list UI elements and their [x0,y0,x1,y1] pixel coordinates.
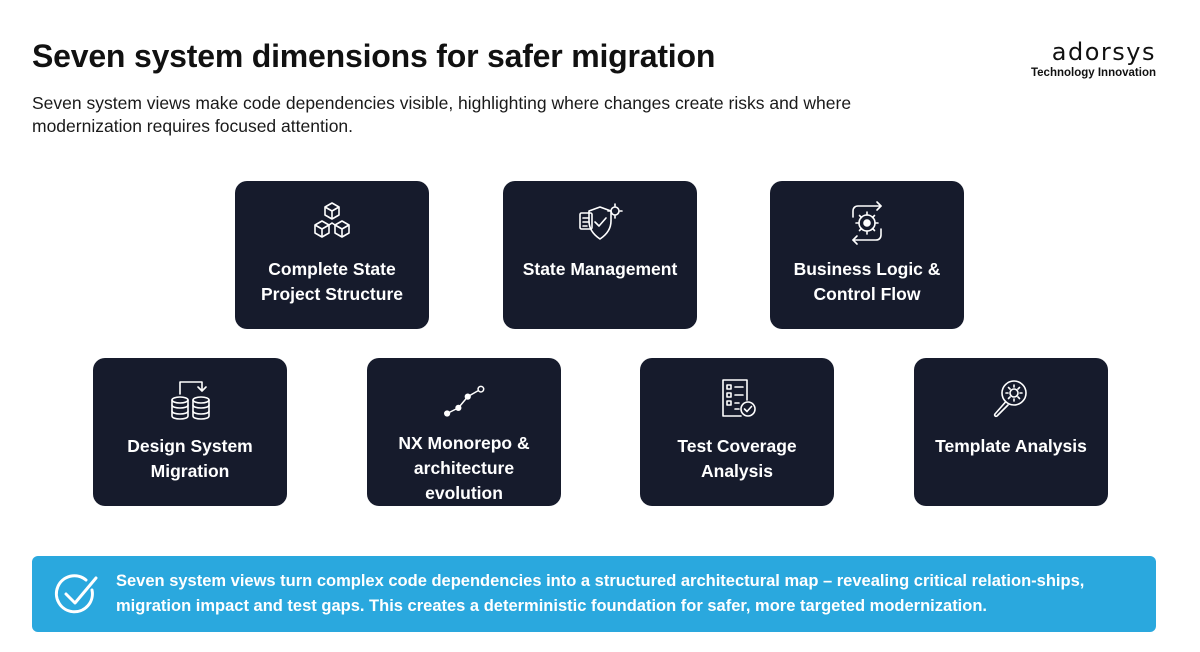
card-label: Business Logic & Control Flow [793,259,941,304]
check-circle-icon [52,570,100,618]
page-subtitle: Seven system views make code dependencies visible, highlighting where changes create risks and where modernization requires focused attention. [32,93,852,136]
shield-gear-icon [576,199,624,247]
card-template-analysis [914,358,1108,506]
card-project-structure [235,181,429,329]
card-label: NX Monorepo & architecture evolution [398,433,530,503]
card-design-system [93,358,287,506]
summary-banner [32,556,1156,632]
checklist-icon [713,376,761,424]
card-business-logic [770,181,964,329]
card-label: State Management [522,259,678,279]
brand-logo-block [1031,40,1156,79]
cubes-icon [308,199,356,247]
card-label: Design System Migration [127,436,253,481]
brand-tagline: Technology Innovation [1030,67,1156,79]
brand-logo: adorsys [1051,38,1156,66]
magnifier-gear-icon [987,376,1035,424]
card-test-coverage [640,358,834,506]
card-label: Complete State Project Structure [261,259,403,304]
page-title: Seven system dimensions for safer migration [32,38,716,74]
card-label: Template Analysis [935,436,1087,456]
line-chart-icon [440,376,488,421]
card-nx-monorepo [367,358,561,506]
card-label: Test Coverage Analysis [677,436,797,481]
banner-text: Seven system views turn complex code dependencies into a structured architectural map – revealing critical relation-ships, migration impact and test gaps. This creates a deterministic foundation for safer, more targeted modernization. [116,572,1085,615]
database-migration-icon [166,376,214,424]
card-state-management [503,181,697,329]
gear-cycle-icon [843,199,891,247]
